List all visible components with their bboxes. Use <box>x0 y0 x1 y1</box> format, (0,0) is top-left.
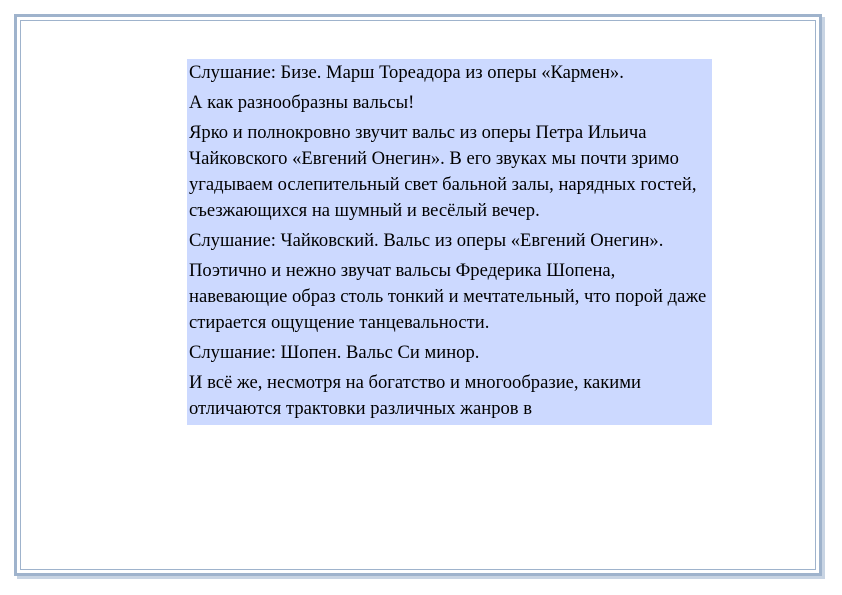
paragraph-chopin-waltzes: Поэтично и нежно звучат вальсы Фредерика Шопена, навевающие образ столь тонкий и мечтательный, что порой даже стирается ощущение танцевальности. <box>187 257 712 339</box>
paragraph-listening-tchaikovsky: Слушание: Чайковский. Вальс из оперы «Евгений Онегин». <box>187 227 712 257</box>
paragraph-conclusion: И всё же, несмотря на богатство и многообразие, какими отличаются трактовки различных жанров в <box>187 369 712 425</box>
paragraph-waltzes-intro: А как разнообразны вальсы! <box>187 89 712 119</box>
paragraph-listening-chopin: Слушание: Шопен. Вальс Си минор. <box>187 339 712 369</box>
text-block <box>187 59 712 425</box>
paragraph-tchaikovsky-waltz: Ярко и полнокровно звучит вальс из оперы Петра Ильича Чайковского «Евгений Онегин». В его звуках мы почти зримо угадываем ослепительный свет бальной залы, нарядных гостей, съезжающихся на шумный и весёлый вечер. <box>187 119 712 227</box>
slide-frame <box>14 14 822 576</box>
paragraph-listening-bizet: Слушание: Бизе. Марш Тореадора из оперы «Кармен». <box>187 59 712 89</box>
